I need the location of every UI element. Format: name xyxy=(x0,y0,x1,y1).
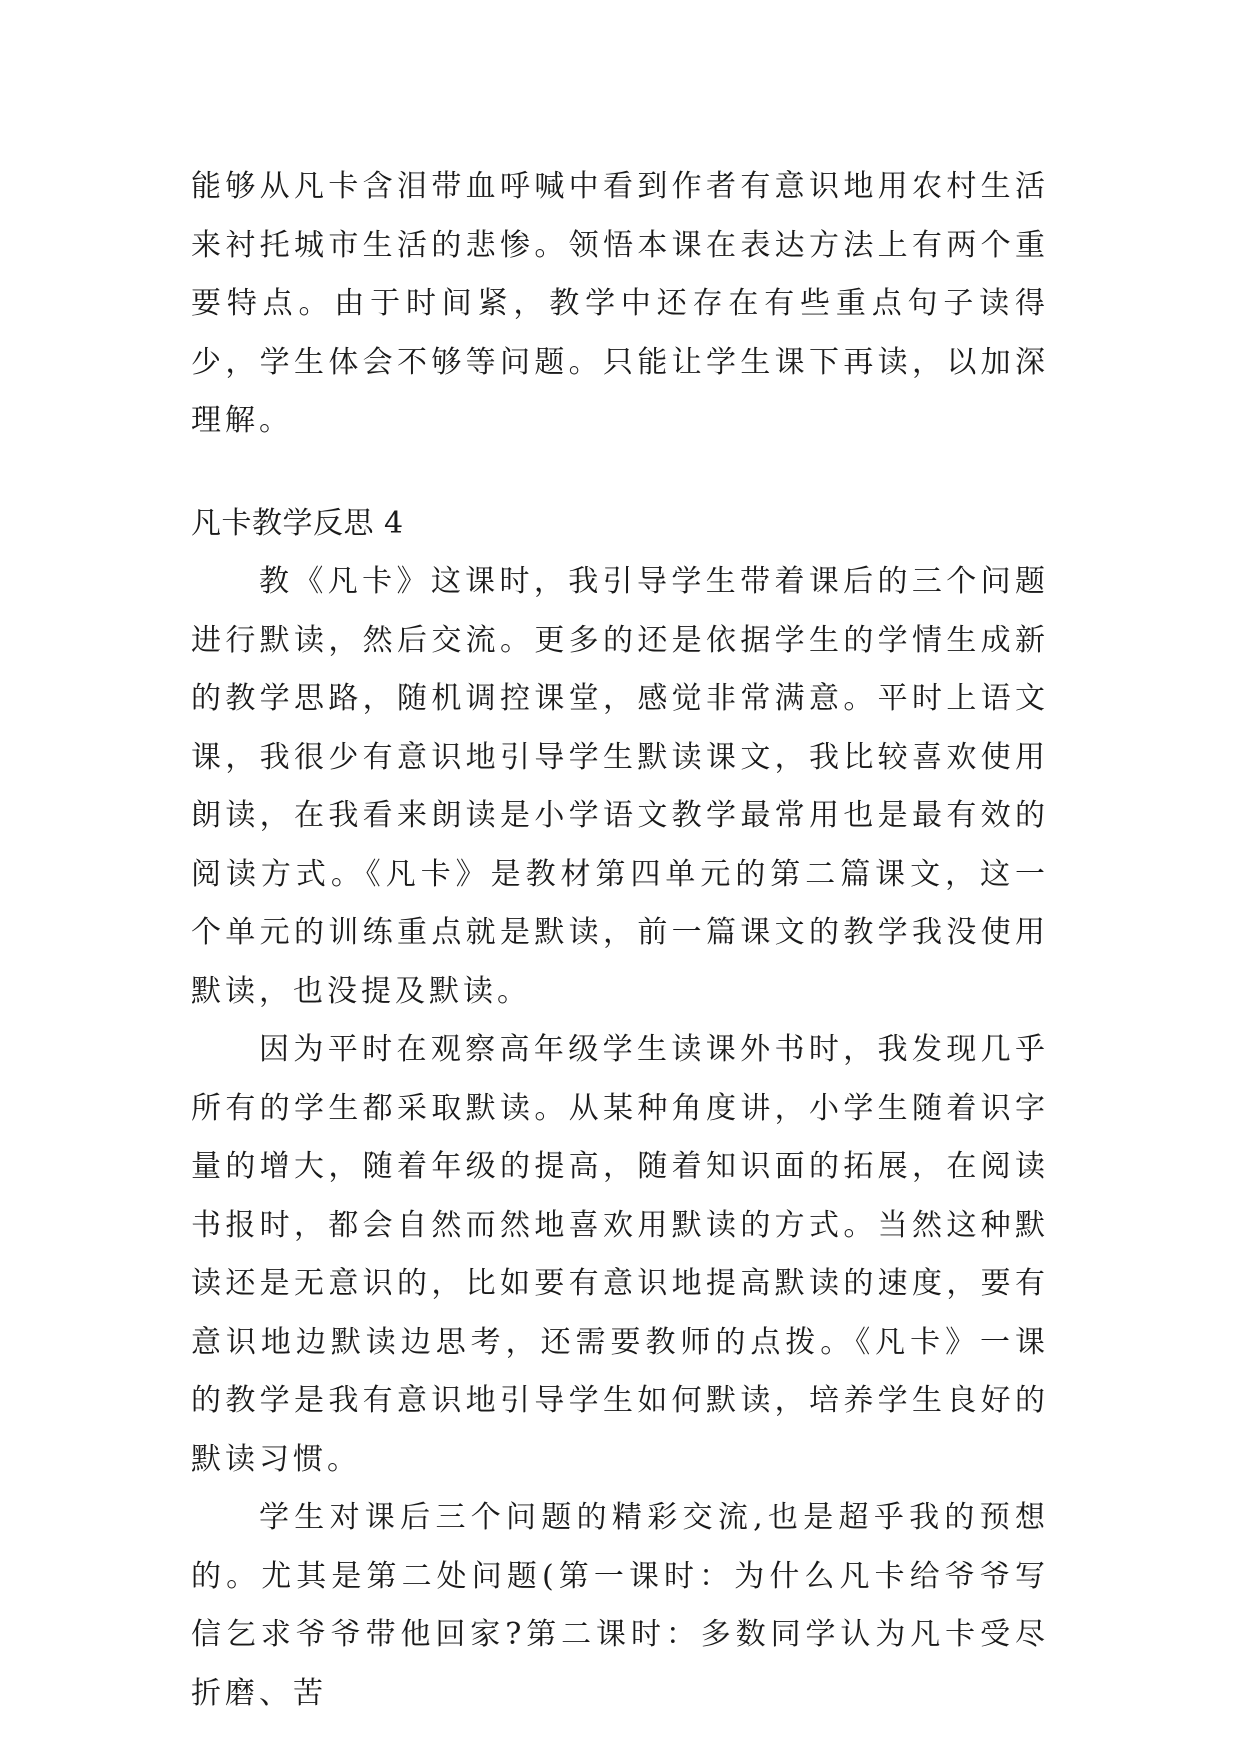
document-body xyxy=(191,158,1049,1723)
section-spacer xyxy=(191,451,1049,495)
paragraph-continued: 能够从凡卡含泪带血呼喊中看到作者有意识地用农村生活来衬托城市生活的悲惨。领悟本课在表达方法上有两个重要特点。由于时间紧，教学中还存在有些重点句子读得少，学生体会不够等问题。只能让学生课下再读，以加深理解。 xyxy=(191,169,1049,438)
paragraph-2: 因为平时在观察高年级学生读课外书时，我发现几乎所有的学生都采取默读。从某种角度讲，小学生随着识字量的增大，随着年级的提高，随着知识面的拓展，在阅读书报时，都会自然而然地喜欢用默读的方式。当然这种默读还是无意识的，比如要有意识地提高默读的速度，要有意识地边默读边思考，还需要教师的点拨。《凡卡》一课的教学是我有意识地引导学生如何默读，培养学生良好的默读习惯。 xyxy=(191,1032,1049,1477)
paragraph-1: 教《凡卡》这课时，我引导学生带着课后的三个问题进行默读，然后交流。更多的还是依据学生的学情生成新的教学思路，随机调控课堂，感觉非常满意。平时上语文课，我很少有意识地引导学生默读课文，我比较喜欢使用朗读，在我看来朗读是小学语文教学最常用也是最有效的阅读方式。《凡卡》是教材第四单元的第二篇课文，这一个单元的训练重点就是默读，前一篇课文的教学我没使用默读，也没提及默读。 xyxy=(191,564,1049,1009)
paragraph-3: 学生对课后三个问题的精彩交流,也是超乎我的预想的。尤其是第二处问题(第一课时：为什么凡卡给爷爷写信乞求爷爷带他回家?第二课时：多数同学认为凡卡受尽折磨、苦 xyxy=(191,1500,1049,1711)
section-title: 凡卡教学反思 4 xyxy=(191,505,404,541)
